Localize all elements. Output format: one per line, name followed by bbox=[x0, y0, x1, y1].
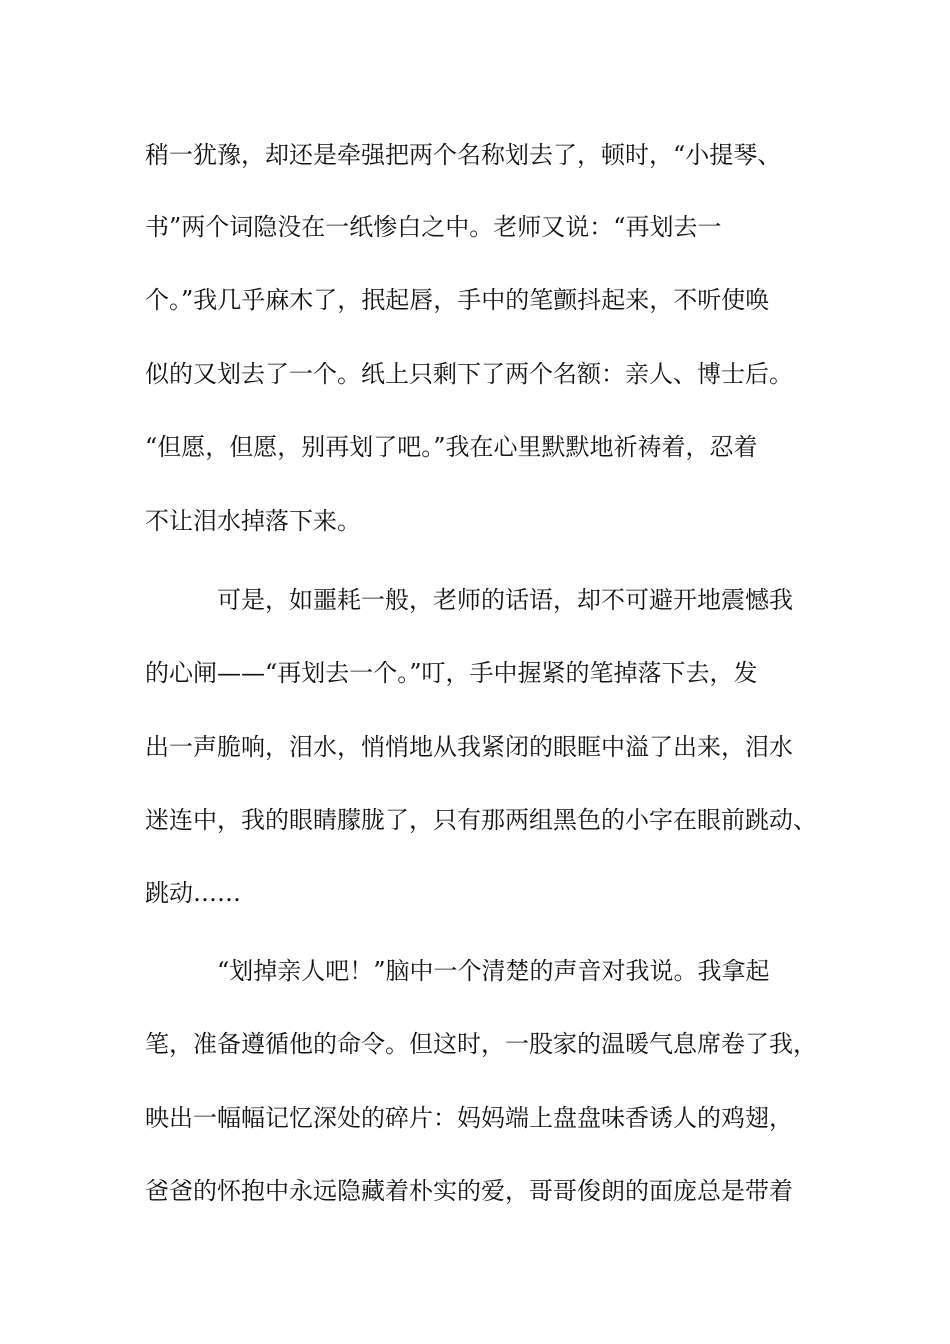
paragraph-first-line: “划掉亲人吧！”脑中一个清楚的声音对我说。我拿起 bbox=[217, 957, 770, 985]
text-line: 映出一幅幅记忆深处的碎片：妈妈端上盘盘味香诱人的鸡翅， bbox=[145, 1104, 793, 1132]
text-line: 迷连中，我的眼睛朦胧了，只有那两组黑色的小字在眼前跳动、 bbox=[145, 806, 817, 834]
text-line: 个。”我几乎麻木了，抿起唇，手中的笔颤抖起来，不听使唤 bbox=[145, 286, 770, 314]
text-line: 笔，准备遵循他的命令。但这时，一股家的温暖气息席卷了我， bbox=[145, 1030, 817, 1058]
text-line: 书”两个词隐没在一纸惨白之中。老师又说：“再划去一 bbox=[145, 213, 722, 241]
text-line: “但愿，但愿，别再划了吧。”我在心里默默地祈祷着，忍着 bbox=[145, 433, 758, 461]
text-line: 的心闸——“再划去一个。”叮，手中握紧的笔掉落下去，发 bbox=[145, 659, 758, 687]
text-line: 不让泪水掉落下来。 bbox=[145, 507, 361, 535]
paragraph-first-line: 可是，如噩耗一般，老师的话语，却不可避开地震憾我 bbox=[217, 586, 793, 614]
text-line: 出一声脆响，泪水，悄悄地从我紧闭的眼眶中溢了出来，泪水 bbox=[145, 733, 793, 761]
text-line: 似的又划去了一个。纸上只剩下了两个名额：亲人、博士后。 bbox=[145, 360, 793, 388]
text-line: 爸爸的怀抱中永远隐藏着朴实的爱，哥哥俊朗的面庞总是带着 bbox=[145, 1177, 793, 1205]
text-line: 稍一犹豫，却还是牵强把两个名称划去了，顿时，“小提琴、 bbox=[145, 141, 782, 169]
text-line: 跳动…… bbox=[145, 879, 241, 907]
